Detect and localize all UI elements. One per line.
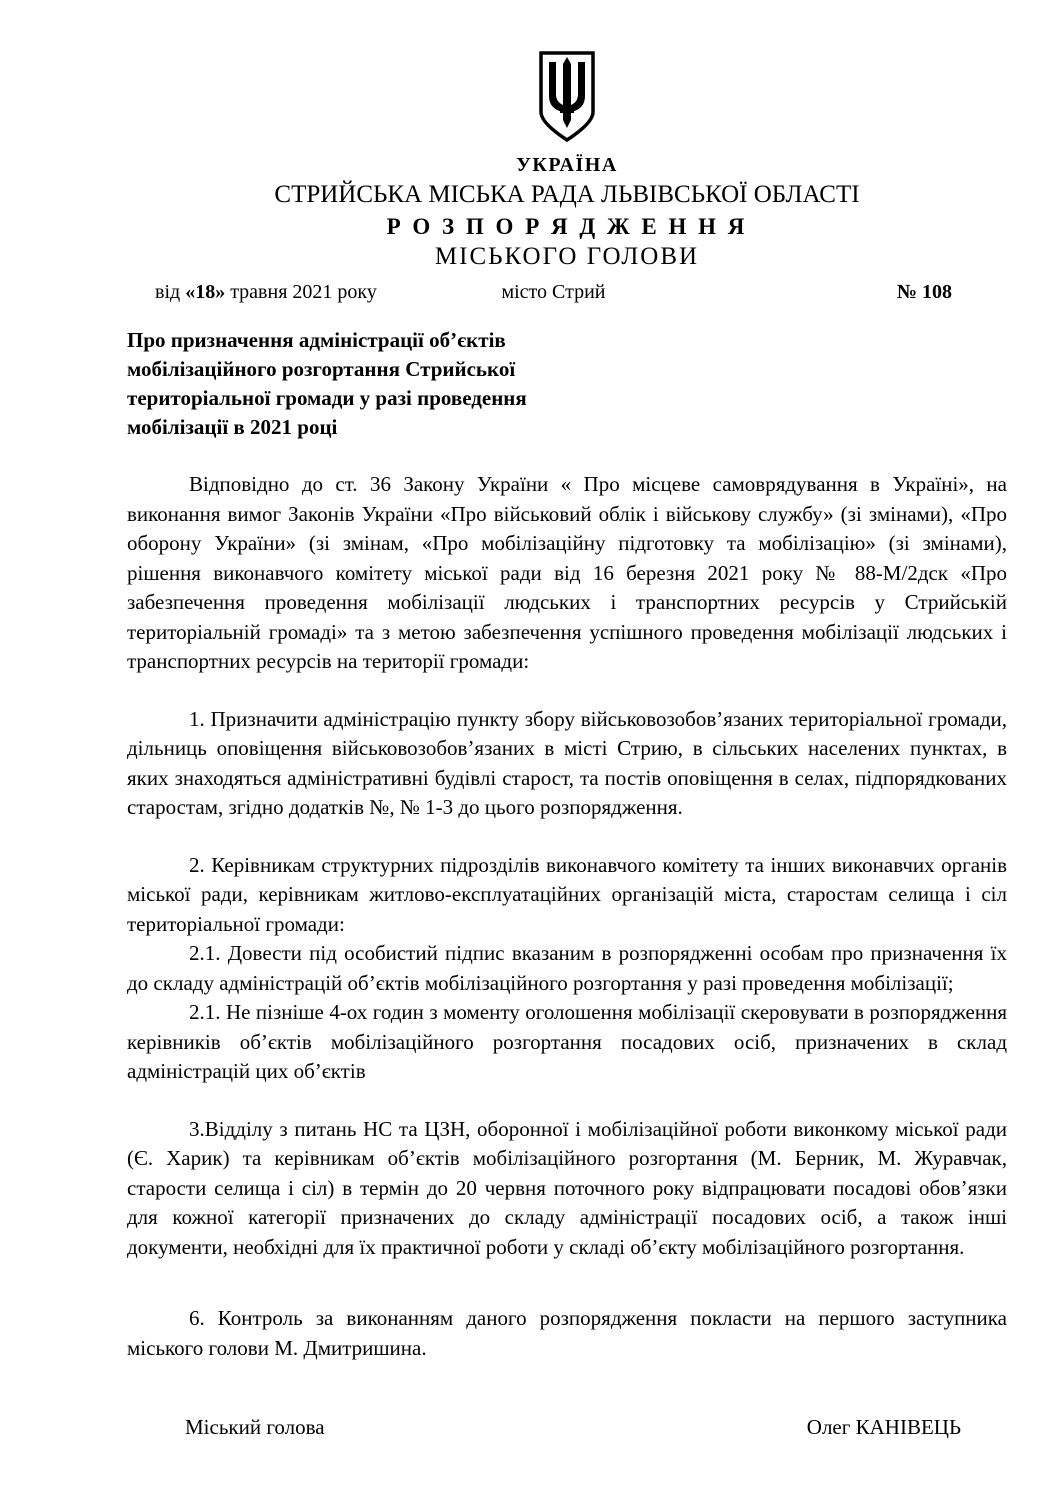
document-title bbox=[127, 326, 1007, 442]
organization-name: СТРИЙСЬКА МІСЬКА РАДА ЛЬВІВСЬКОЇ ОБЛАСТІ bbox=[274, 181, 860, 208]
document-number: № 108 bbox=[896, 281, 952, 303]
document-body bbox=[127, 470, 1007, 1363]
date-prefix: від bbox=[155, 281, 186, 303]
signature-row bbox=[127, 1415, 1007, 1440]
ukraine-trident-emblem bbox=[535, 50, 599, 147]
document-date bbox=[155, 281, 501, 304]
title-line-1: Про призначення адміністрації об’єктів bbox=[127, 328, 506, 352]
paragraph-item-6: 6. Контроль за виконанням даного розпорядження покласти на першого заступника міського голови М. Дмитришина. bbox=[127, 1306, 1007, 1360]
title-line-4: мобілізації в 2021 році bbox=[127, 415, 338, 439]
signature-position: Міський голова bbox=[185, 1415, 325, 1439]
title-line-2: мобілізаційного розгортання Стрийської bbox=[127, 357, 516, 381]
signature-name: Олег КАНІВЕЦЬ bbox=[806, 1415, 961, 1439]
paragraph-item-2: 2. Керівникам структурних підрозділів виконавчого комітету та інших виконавчих органів міської ради, керівникам житлово-експлуатаційних організацій міста, старостам селища і сіл територіальної громади: bbox=[127, 852, 1007, 936]
document-author: МІСЬКОГО ГОЛОВИ bbox=[434, 243, 700, 270]
title-line-3: територіальної громади у разі проведення bbox=[127, 386, 527, 410]
paragraph-item-3: 3.Відділу з питань НС та ЦЗН, оборонної і мобілізаційної роботи виконкому міської ради (Є. Харик) та керівникам об’єктів мобілізаційного розгортання (М. Берник, М. Журавчак, старости селища і сіл) в термін до 20 червня поточного року відпрацювати посадові обов’язки для кожної категорії призначених до складу адміністрації посадових осіб, а також інші документи, необхідні для їх практичної роботи у складі об’єкту мобілізаційного розгортання. bbox=[127, 1116, 1007, 1259]
paragraph-item-1: 1. Призначити адміністрацію пункту збору військовозобов’язаних територіальної громади, дільниць оповіщення військовозобов’язаних в місті Стрию, в сільських населених пунктах, в яких знаходяться адміністративні будівлі старост, та постів оповіщення в селах, підпорядкованих старостам, згідно додатків №, № 1-3 до цього розпорядження. bbox=[127, 706, 1007, 819]
emblem-wrap bbox=[127, 50, 1007, 152]
paragraph-preamble: Відповідно до ст. 36 Закону України « Про місцеве самоврядування в Україні», на виконання вимог Законів України «Про військовий облік і військову службу» (зі змінами), «Про оборону України» (зі змінам, «Про мобілізаційну підготовку та мобілізацію» (зі змінами), рішення виконавчого комітету міської ради від 16 березня 2021 року № 88-М/2дск «Про забезпечення проведення мобілізації людських і транспортних ресурсів у Стрийській територіальній громаді» та з метою забезпечення успішного проведення мобілізації людських і транспортних ресурсів на території громади: bbox=[127, 472, 1007, 673]
paragraph-item-2-1-b: 2.1. Не пізніше 4-ох годин з моменту оголошення мобілізації скеровувати в розпорядження керівників об’єктів мобілізаційного розгортання посадових осіб, призначених в склад адміністрацій цих об’єктів bbox=[127, 1000, 1007, 1083]
country-name: УКРАЇНА bbox=[516, 154, 618, 176]
date-day: «18» bbox=[185, 281, 226, 303]
paragraph-item-2-1-a: 2.1. Довести під особистий підпис вказаним в розпорядженні особам про призначення їх до складу адміністрацій об’єктів мобілізаційного розгортання у разі проведення мобілізації; bbox=[127, 941, 1007, 995]
document-meta-row bbox=[127, 281, 1007, 304]
date-suffix: травня 2021 року bbox=[225, 281, 377, 303]
document-type: Р О З П О Р Я Д Ж Е Н Н Я bbox=[386, 214, 748, 239]
document-place: місто Стрий bbox=[501, 281, 606, 303]
